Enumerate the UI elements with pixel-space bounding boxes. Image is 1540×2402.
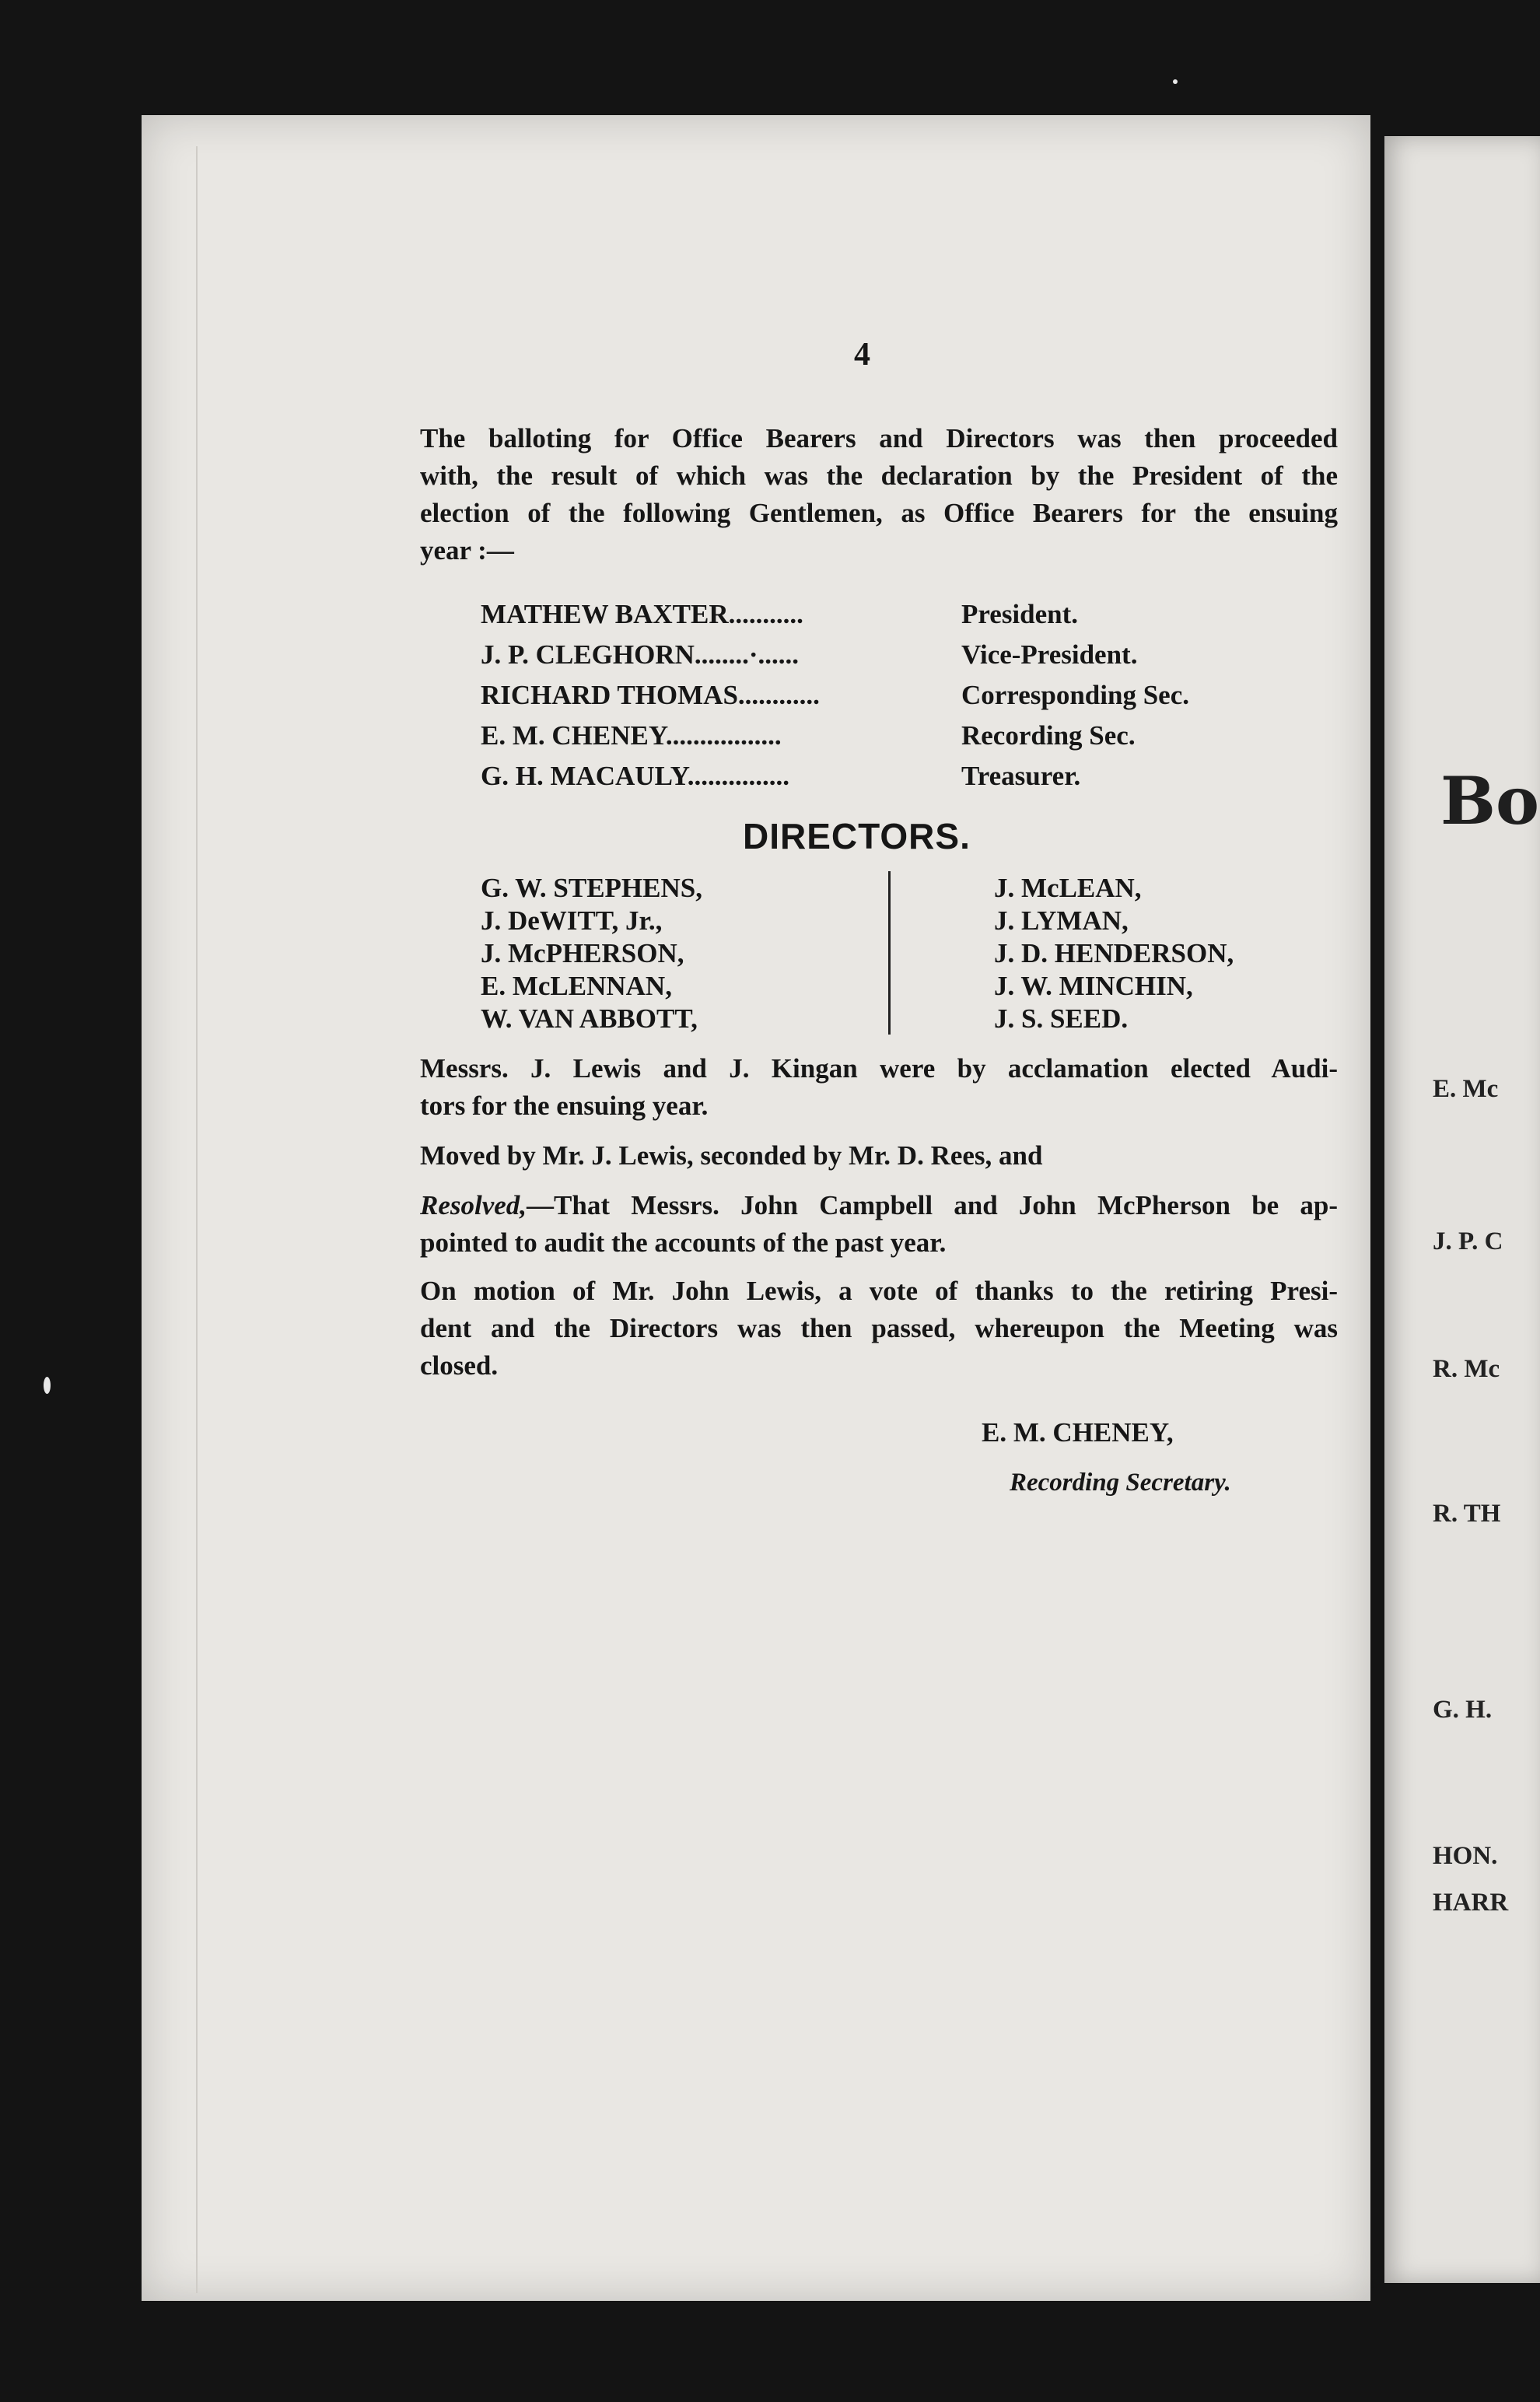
adjacent-page-item: HON. <box>1433 1842 1498 1870</box>
director-name: J. S. SEED. <box>994 1003 1129 1034</box>
leader-dots: ............... <box>687 761 790 791</box>
officer-name: E. M. CHENEY <box>481 720 666 751</box>
text-line: dent and the Directors was then passed, whereupon the Meeting was <box>420 1313 1338 1343</box>
moved-paragraph <box>420 1137 1338 1175</box>
officer-office: Recording Sec. <box>961 720 1136 751</box>
officer-row <box>481 599 1079 630</box>
officer-office: Corresponding Sec. <box>961 680 1189 710</box>
text-line: Messrs. J. Lewis and J. Kingan were by acclamation elected Audi- <box>420 1053 1338 1084</box>
resolved-paragraph <box>420 1187 1338 1262</box>
officer-name: G. H. MACAULY <box>481 761 688 791</box>
director-name: J. McPHERSON, <box>481 938 684 968</box>
officer-name: RICHARD THOMAS <box>481 680 738 710</box>
directors-divider <box>888 871 891 1035</box>
leader-dots: ........·...... <box>694 639 800 670</box>
page-number: 4 <box>854 337 870 373</box>
officer-name: MATHEW BAXTER <box>481 599 729 629</box>
director-name: E. McLENNAN, <box>481 971 672 1001</box>
leader-dots: ................. <box>665 720 782 751</box>
text-line: closed. <box>420 1350 499 1381</box>
text-line: On motion of Mr. John Lewis, a vote of thanks to the retiring Presi- <box>420 1276 1338 1306</box>
signature-title: Recording Secretary. <box>1010 1469 1231 1497</box>
adjacent-page-item: J. P. C <box>1433 1227 1503 1255</box>
officer-row <box>481 761 1081 792</box>
director-name: W. VAN ABBOTT, <box>481 1003 698 1034</box>
leader-dots: ........... <box>728 599 803 629</box>
adjacent-page-item: E. Mc <box>1433 1075 1499 1103</box>
adjacent-page-item: R. TH <box>1433 1500 1501 1528</box>
directors-left-column <box>481 873 702 1036</box>
text-line: tors for the ensuing year. <box>420 1091 709 1121</box>
auditors-paragraph <box>420 1050 1338 1125</box>
directors-heading: DIRECTORS. <box>743 816 971 856</box>
director-name: J. W. MINCHIN, <box>994 971 1193 1001</box>
director-name: J. McLEAN, <box>994 873 1142 903</box>
text-line: with, the result of which was the declaration by the President of the <box>420 460 1338 491</box>
ballot-paragraph <box>420 420 1338 569</box>
director-name: G. W. STEPHENS, <box>481 873 702 903</box>
director-name: J. LYMAN, <box>994 905 1129 936</box>
adjacent-page-heading: Bo <box>1440 762 1540 839</box>
officer-office: Vice-President. <box>961 639 1138 670</box>
officer-row <box>481 680 1189 711</box>
text-line: election of the following Gentlemen, as Office Bearers for the ensuing <box>420 498 1338 528</box>
text-line: year :— <box>420 535 514 565</box>
adjacent-page-item: HARR <box>1433 1889 1509 1917</box>
resolved-label: Resolved, <box>420 1190 527 1220</box>
text-line <box>420 1187 1338 1224</box>
director-name: J. DeWITT, Jr., <box>481 905 663 936</box>
leader-dots: ............ <box>737 680 820 710</box>
officer-name: J. P. CLEGHORN <box>481 639 695 670</box>
motion-paragraph <box>420 1273 1338 1385</box>
text-line: Moved by Mr. J. Lewis, seconded by Mr. D. Rees, and <box>420 1140 1043 1171</box>
text-line: The balloting for Office Bearers and Directors was then proceeded <box>420 423 1338 453</box>
text-line: pointed to audit the accounts of the past year. <box>420 1227 947 1258</box>
directors-right-column <box>994 873 1234 1036</box>
officer-office: President. <box>961 599 1079 629</box>
officer-row <box>481 720 1136 751</box>
director-name: J. D. HENDERSON, <box>994 938 1234 968</box>
signature-name: E. M. CHENEY, <box>982 1417 1174 1448</box>
adjacent-page-item: R. Mc <box>1433 1355 1500 1383</box>
officer-office: Treasurer. <box>961 761 1081 791</box>
officer-row <box>481 639 1138 671</box>
adjacent-page-item: G. H. <box>1433 1696 1493 1724</box>
resolved-text: —That Messrs. John Campbell and John McPherson be ap- <box>527 1190 1338 1220</box>
